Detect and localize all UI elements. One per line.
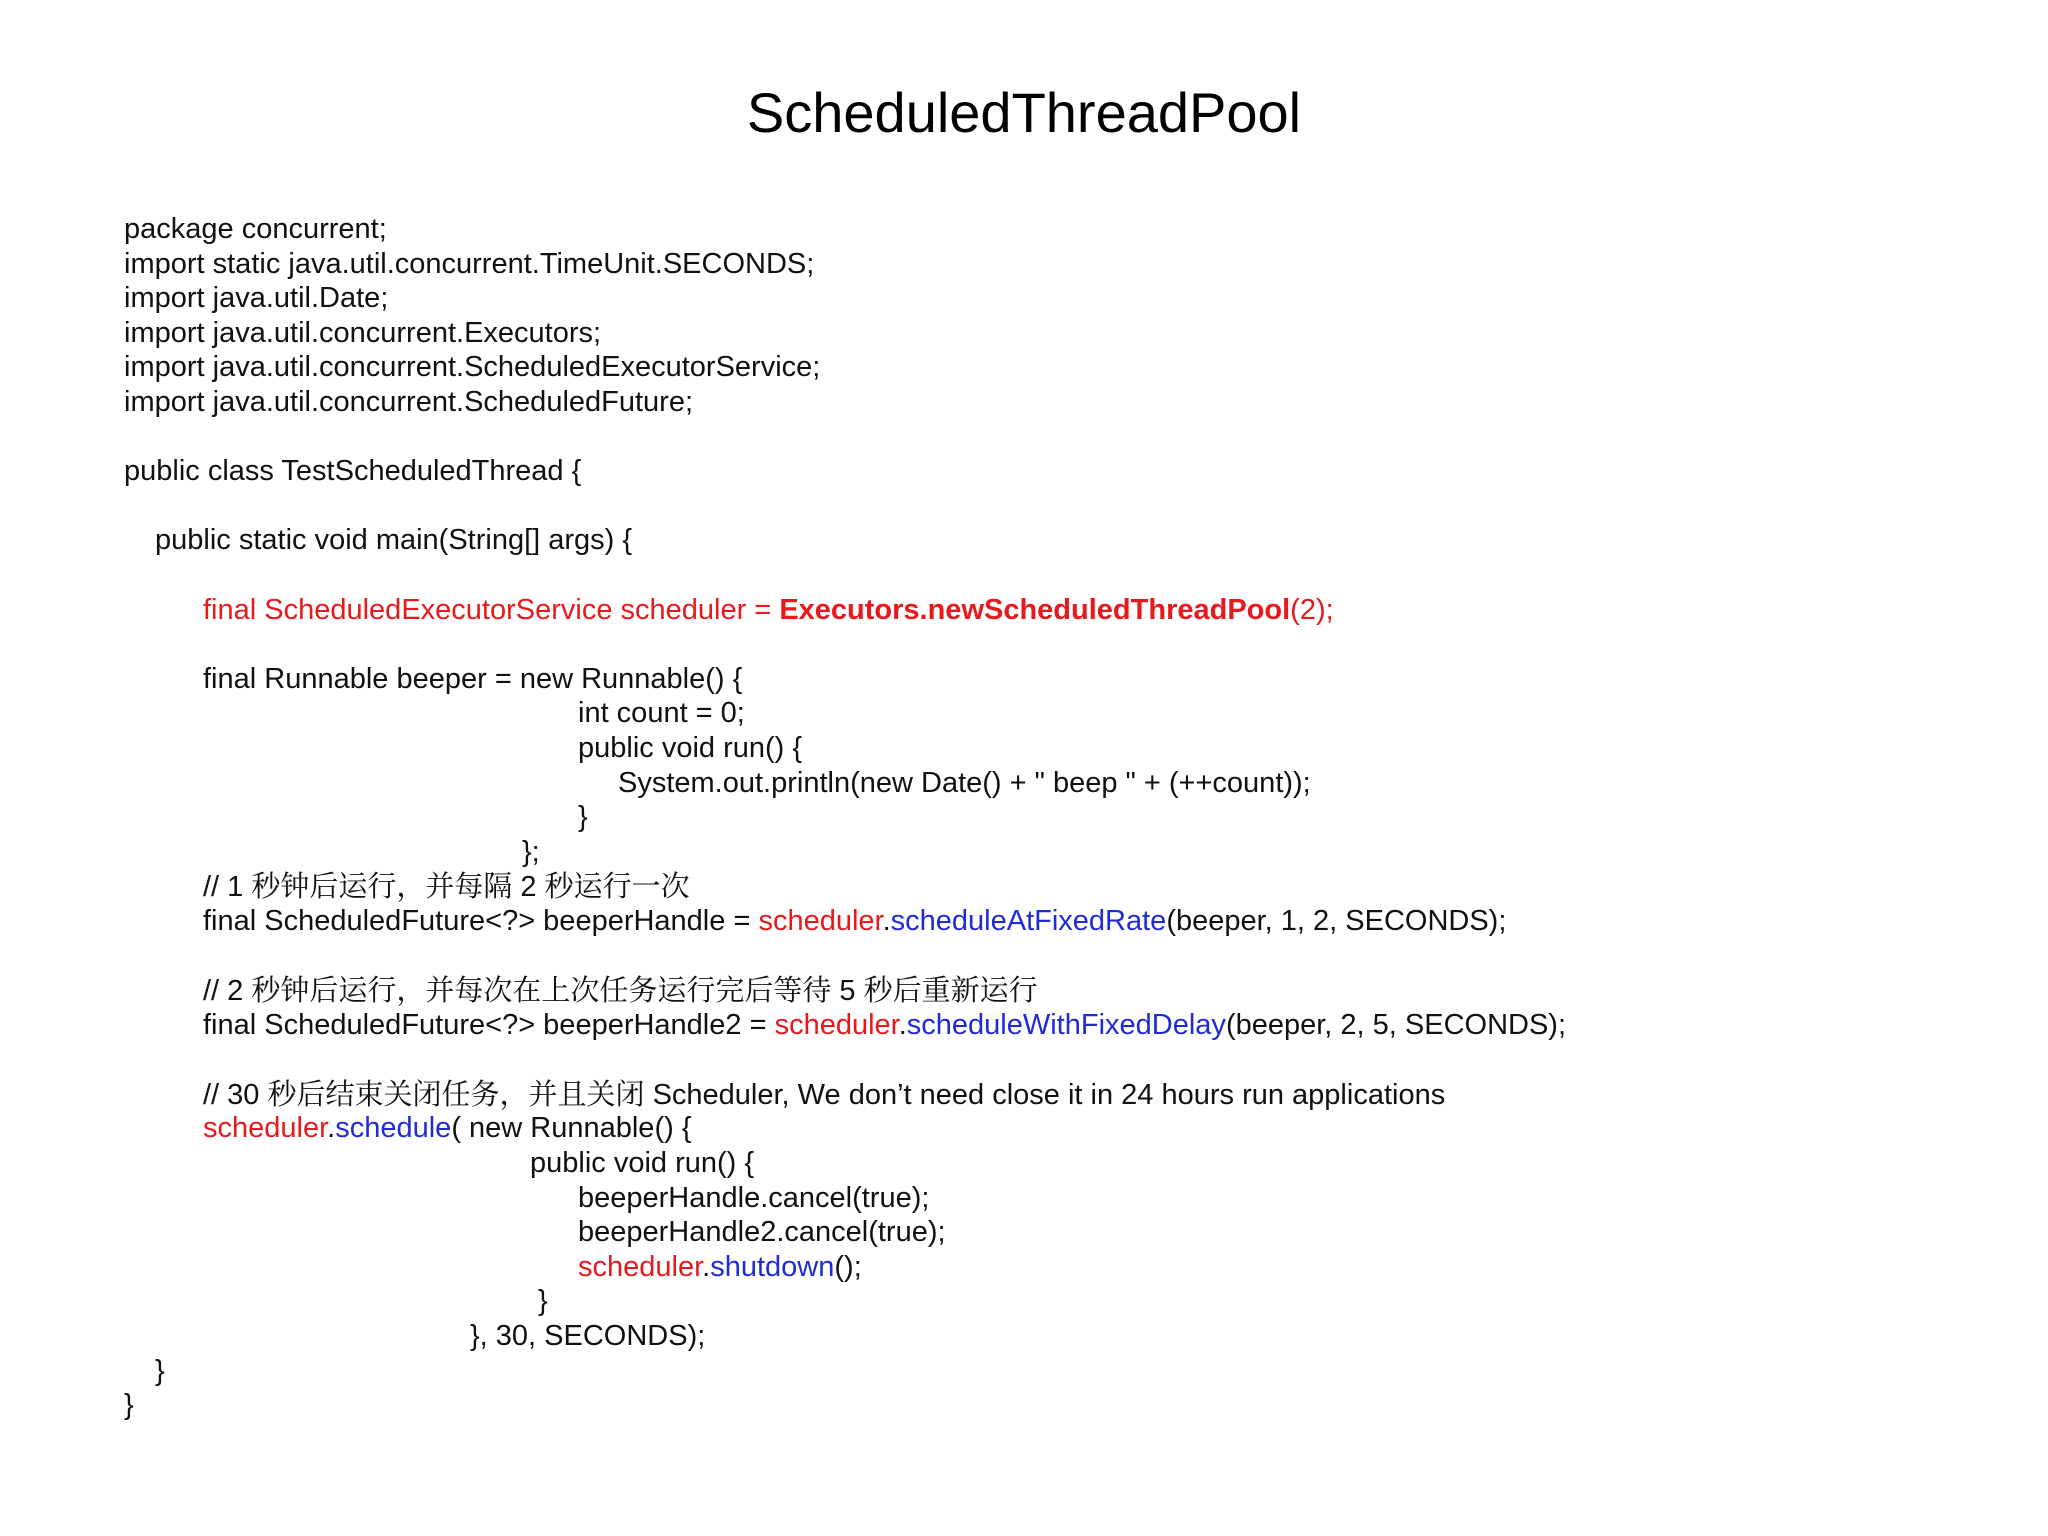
code-text: (2);: [1290, 593, 1334, 626]
code-text-red: scheduler: [774, 1008, 899, 1041]
code-text: public static void main(String[] args) {: [155, 524, 633, 557]
code-text-blue: schedule: [335, 1112, 452, 1145]
code-text: beeperHandle.cancel(true);: [578, 1181, 930, 1214]
code-comment: [124, 1077, 2004, 1112]
code-text: }: [124, 1389, 134, 1422]
blank-line: [124, 1042, 2004, 1077]
code-line: [124, 454, 2004, 489]
code-text: .: [882, 904, 891, 937]
code-text: import static java.util.concurrent.TimeUnit.SECONDS;: [124, 247, 815, 280]
code-text: public void run() {: [530, 1147, 755, 1180]
blank-line: [124, 627, 2004, 662]
code-text: ( new Runnable() {: [451, 1112, 692, 1145]
code-line: [124, 523, 2004, 558]
code-text: 2: [512, 871, 545, 904]
code-text: System.out.println(new Date() + " beep " + (++count));: [618, 766, 1311, 799]
code-text: final Runnable beeper = new Runnable() {: [203, 662, 743, 695]
code-text: // 1: [203, 871, 252, 904]
blank-line: [124, 558, 2004, 593]
code-line: [124, 1319, 2004, 1354]
code-line: [124, 1111, 2004, 1146]
code-text: }, 30, SECONDS);: [470, 1320, 706, 1352]
code-text-bold: Executors.newScheduledThreadPool: [779, 593, 1291, 626]
code-text: public class TestScheduledThread {: [124, 455, 582, 488]
code-text-cjk: 秒钟后运行，并每隔: [251, 869, 513, 904]
code-block: [124, 212, 2004, 1423]
code-text: beeperHandle2.cancel(true);: [578, 1216, 946, 1249]
code-text: ();: [834, 1250, 862, 1283]
code-comment: [124, 869, 2004, 904]
code-line: [124, 212, 2004, 247]
code-line: [124, 731, 2004, 766]
code-text: (beeper, 1, 2, SECONDS);: [1166, 904, 1507, 937]
code-text: final ScheduledExecutorService scheduler =: [203, 593, 780, 626]
code-text: import java.util.concurrent.ScheduledFuture;: [124, 385, 694, 418]
code-text: }: [578, 801, 588, 834]
code-text-blue: scheduleWithFixedDelay: [906, 1008, 1226, 1041]
code-text-blue: scheduleAtFixedRate: [890, 904, 1167, 937]
code-text: import java.util.concurrent.Executors;: [124, 316, 602, 349]
code-line: [124, 1215, 2004, 1250]
code-line: [124, 835, 2004, 870]
code-line: [124, 385, 2004, 420]
code-text: }: [538, 1285, 548, 1318]
code-text: final ScheduledFuture<?> beeperHandle =: [203, 904, 759, 937]
code-text: };: [522, 835, 540, 868]
code-text: .: [702, 1250, 711, 1283]
code-text-cjk: 秒运行一次: [544, 869, 690, 904]
code-line: [124, 281, 2004, 316]
code-line: [124, 350, 2004, 385]
blank-line: [124, 489, 2004, 524]
code-text: final ScheduledFuture<?> beeperHandle2 =: [203, 1008, 775, 1041]
slide-title: ScheduledThreadPool: [746, 81, 1302, 144]
code-text: (beeper, 2, 5, SECONDS);: [1225, 1008, 1567, 1041]
code-line: [124, 1146, 2004, 1181]
code-line: [124, 696, 2004, 731]
code-text: Scheduler, We don’t need close it in 24 hours run applications: [644, 1078, 1446, 1111]
code-line: [124, 1284, 2004, 1319]
code-comment: [124, 973, 2004, 1008]
code-line: [124, 316, 2004, 351]
code-text: // 2: [203, 975, 252, 1008]
code-line: [124, 1354, 2004, 1389]
code-line: [124, 800, 2004, 835]
code-line-highlighted: [124, 593, 2004, 628]
code-line: [124, 1008, 2004, 1043]
code-text: public void run() {: [578, 731, 803, 764]
code-text-red: scheduler: [758, 904, 883, 937]
code-text: import java.util.concurrent.ScheduledExecutorService;: [124, 351, 821, 384]
blank-line: [124, 420, 2004, 455]
code-line: [124, 1388, 2004, 1423]
code-line: [124, 766, 2004, 801]
code-text: import java.util.Date;: [124, 282, 389, 315]
code-text: package concurrent;: [124, 213, 387, 245]
code-line: [124, 1250, 2004, 1285]
code-text: // 30: [203, 1078, 268, 1111]
code-text: 5: [831, 975, 864, 1008]
code-line: [124, 662, 2004, 697]
code-line: [124, 1181, 2004, 1216]
code-text-red: scheduler: [578, 1250, 703, 1283]
code-text: }: [155, 1354, 165, 1387]
code-text: .: [327, 1112, 336, 1145]
code-text-cjk: 秒后结束关闭任务，并且关闭: [267, 1076, 645, 1111]
code-text-cjk: 秒钟后运行，并每次在上次任务运行完后等待: [251, 973, 832, 1008]
code-text-red: scheduler: [203, 1112, 328, 1145]
code-text: .: [898, 1008, 907, 1041]
code-text: int count = 0;: [578, 697, 745, 730]
blank-line: [124, 938, 2004, 973]
code-text-cjk: 秒后重新运行: [863, 973, 1038, 1008]
code-line: [124, 247, 2004, 282]
code-line: [124, 904, 2004, 939]
code-text-blue: shutdown: [710, 1250, 835, 1283]
